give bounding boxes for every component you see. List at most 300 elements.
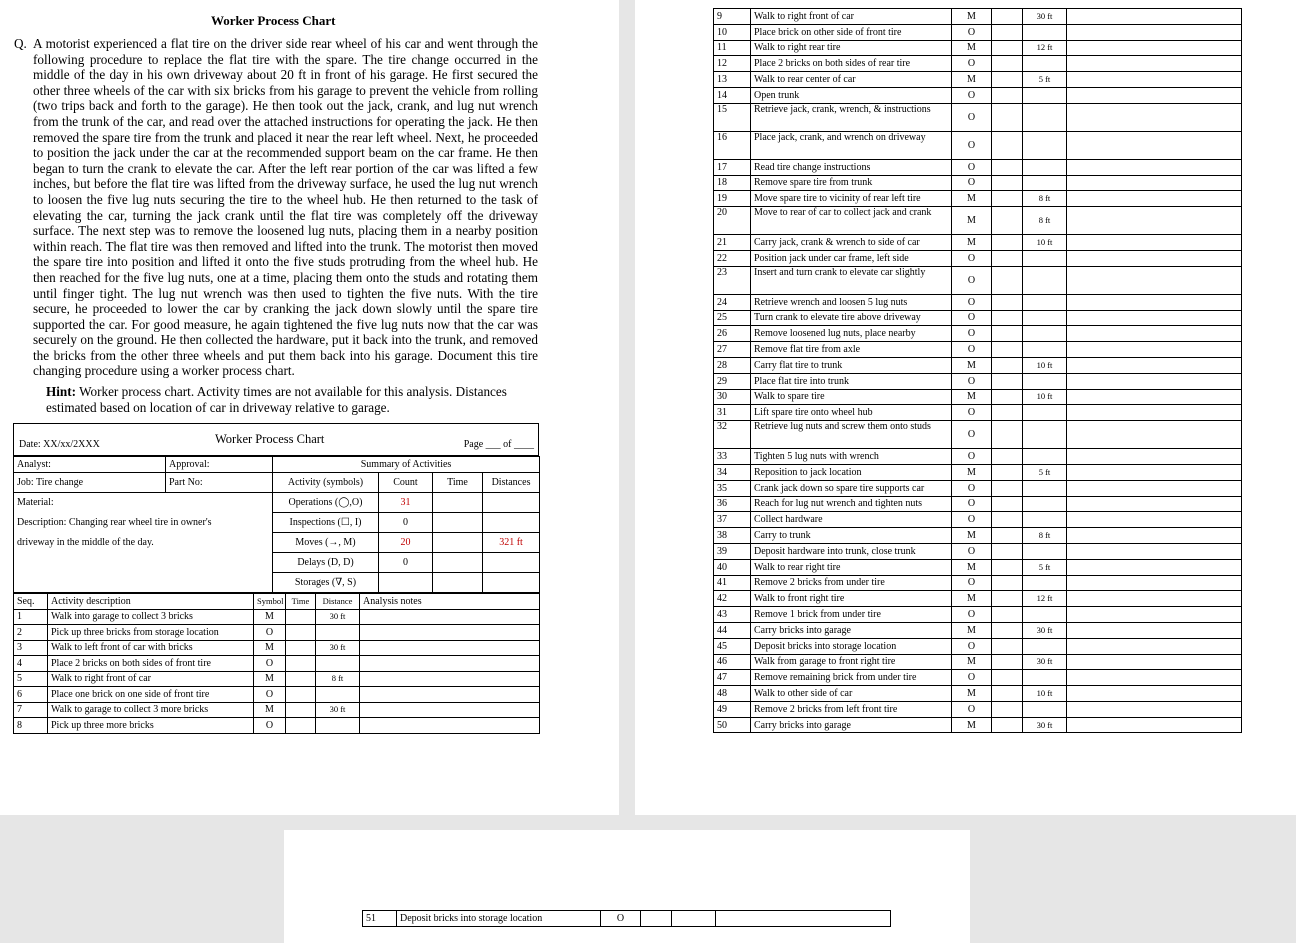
- activity-row: [714, 294, 1242, 310]
- activity-time: [992, 512, 1023, 528]
- activity-description: Place 2 bricks on both sides of rear tire: [751, 56, 952, 72]
- activity-notes: [1067, 310, 1242, 326]
- activity-symbol: O: [254, 656, 286, 672]
- summary-header-distances: Distances: [483, 473, 540, 493]
- activity-seq: 51: [363, 911, 397, 927]
- activity-description: Crank jack down so spare tire supports car: [751, 480, 952, 496]
- activity-description: Retrieve wrench and loosen 5 lug nuts: [751, 294, 952, 310]
- activity-seq: 14: [714, 87, 751, 103]
- activity-description: Walk to spare tire: [751, 389, 952, 405]
- activity-symbol: M: [952, 207, 992, 235]
- activity-notes: [360, 625, 540, 641]
- summary-distance: [483, 573, 540, 593]
- activity-distance: 8 ft: [1023, 191, 1067, 207]
- activity-distance: 5 ft: [1023, 464, 1067, 480]
- activity-notes: [716, 911, 891, 927]
- activity-symbol: M: [952, 591, 992, 607]
- activity-distance: 5 ft: [1023, 72, 1067, 88]
- activity-symbol: M: [952, 191, 992, 207]
- activity-time: [992, 326, 1023, 342]
- activity-seq: 12: [714, 56, 751, 72]
- activity-description: Carry bricks into garage: [751, 717, 952, 733]
- activity-symbol: M: [952, 686, 992, 702]
- activity-description: Carry bricks into garage: [751, 622, 952, 638]
- activity-distance: [1023, 159, 1067, 175]
- activity-time: [992, 191, 1023, 207]
- activity-time: [286, 687, 316, 703]
- activity-time: [992, 389, 1023, 405]
- activity-seq: 11: [714, 40, 751, 56]
- activity-distance: [1023, 405, 1067, 421]
- activity-distance: [1023, 131, 1067, 159]
- activity-seq: 38: [714, 528, 751, 544]
- activity-row: [714, 496, 1242, 512]
- activity-distance: 10 ft: [1023, 686, 1067, 702]
- activity-symbol: O: [952, 342, 992, 358]
- activity-notes: [1067, 701, 1242, 717]
- activity-time: [992, 266, 1023, 294]
- activity-seq: 47: [714, 670, 751, 686]
- summary-count: 0: [379, 553, 433, 573]
- summary-distance: [483, 553, 540, 573]
- activity-row: [714, 40, 1242, 56]
- activity-notes: [1067, 405, 1242, 421]
- activity-table-page-3: [362, 910, 891, 927]
- activity-symbol: M: [952, 528, 992, 544]
- activity-seq: 45: [714, 638, 751, 654]
- activity-symbol: M: [254, 671, 286, 687]
- activity-seq: 9: [714, 9, 751, 25]
- activity-seq: 46: [714, 654, 751, 670]
- activity-description: Remove spare tire from trunk: [751, 175, 952, 191]
- summary-label: Moves (→, M): [273, 533, 379, 553]
- activity-symbol: O: [952, 480, 992, 496]
- activity-row: [714, 175, 1242, 191]
- activity-row: [363, 911, 891, 927]
- activity-time: [992, 607, 1023, 623]
- chart-date: Date: XX/xx/2XXX: [19, 439, 100, 450]
- summary-time: [433, 533, 483, 553]
- activity-symbol: O: [952, 87, 992, 103]
- activity-time: [641, 911, 672, 927]
- activity-distance: 30 ft: [316, 640, 360, 656]
- activity-notes: [1067, 131, 1242, 159]
- activity-row: [714, 622, 1242, 638]
- activity-row: [714, 575, 1242, 591]
- activity-description: Remove flat tire from axle: [751, 342, 952, 358]
- activity-distance: 8 ft: [1023, 528, 1067, 544]
- activity-symbol: O: [254, 718, 286, 734]
- activity-description: Place one brick on one side of front tire: [48, 687, 254, 703]
- activity-symbol: M: [952, 717, 992, 733]
- page-title: Worker Process Chart: [211, 13, 336, 28]
- activity-time: [992, 701, 1023, 717]
- activity-description: Walk to rear right tire: [751, 559, 952, 575]
- activity-distance: [1023, 638, 1067, 654]
- activity-seq: 24: [714, 294, 751, 310]
- activity-row: [714, 87, 1242, 103]
- activity-row: [14, 718, 540, 734]
- activity-seq: 16: [714, 131, 751, 159]
- activity-notes: [1067, 103, 1242, 131]
- activity-time: [286, 718, 316, 734]
- activity-seq: 32: [714, 421, 751, 449]
- activity-symbol: M: [254, 609, 286, 625]
- activity-seq: 42: [714, 591, 751, 607]
- activity-distance: 30 ft: [1023, 717, 1067, 733]
- activity-seq: 30: [714, 389, 751, 405]
- activity-time: [992, 56, 1023, 72]
- document-page-3: [284, 830, 970, 943]
- activity-time: [992, 40, 1023, 56]
- activity-time: [992, 159, 1023, 175]
- activity-distance: [1023, 701, 1067, 717]
- activity-seq: 39: [714, 543, 751, 559]
- activity-row: [714, 235, 1242, 251]
- activity-distance: 30 ft: [316, 609, 360, 625]
- activity-notes: [1067, 559, 1242, 575]
- activity-row: [714, 607, 1242, 623]
- activity-seq: 19: [714, 191, 751, 207]
- activity-notes: [1067, 9, 1242, 25]
- activity-description: Remove 2 bricks from left front tire: [751, 701, 952, 717]
- activity-notes: [1067, 654, 1242, 670]
- activity-row: [714, 191, 1242, 207]
- activity-notes: [1067, 72, 1242, 88]
- activity-distance: 12 ft: [1023, 40, 1067, 56]
- activity-row: [714, 56, 1242, 72]
- activity-description: Carry jack, crank & wrench to side of car: [751, 235, 952, 251]
- activity-time: [992, 528, 1023, 544]
- activity-row: [714, 638, 1242, 654]
- chart-info-table: [13, 456, 540, 593]
- activity-row: [714, 310, 1242, 326]
- activity-distance: [1023, 512, 1067, 528]
- activity-symbol: O: [254, 687, 286, 703]
- summary-header-count: Count: [379, 473, 433, 493]
- activity-symbol: O: [952, 326, 992, 342]
- activity-notes: [1067, 591, 1242, 607]
- activity-row: [714, 24, 1242, 40]
- activity-seq: 37: [714, 512, 751, 528]
- activity-row: [14, 656, 540, 672]
- activity-distance: [1023, 373, 1067, 389]
- activity-symbol: O: [952, 496, 992, 512]
- activity-row: [714, 131, 1242, 159]
- activity-distance: [1023, 175, 1067, 191]
- activity-symbol: O: [952, 266, 992, 294]
- activity-seq: 44: [714, 622, 751, 638]
- activity-seq: 26: [714, 326, 751, 342]
- header-description: Activity description: [48, 594, 254, 610]
- activity-description: Retrieve jack, crank, wrench, & instructions: [751, 103, 952, 131]
- activity-distance: 30 ft: [316, 702, 360, 718]
- material-field: Material:: [14, 493, 273, 513]
- activity-description: Walk to right front of car: [751, 9, 952, 25]
- activity-notes: [1067, 175, 1242, 191]
- activity-seq: 3: [14, 640, 48, 656]
- activity-row: [714, 9, 1242, 25]
- summary-distance: 321 ft: [483, 533, 540, 553]
- activity-distance: [1023, 607, 1067, 623]
- activity-distance: 10 ft: [1023, 389, 1067, 405]
- activity-symbol: M: [254, 640, 286, 656]
- activity-symbol: M: [952, 72, 992, 88]
- activity-time: [992, 496, 1023, 512]
- activity-notes: [1067, 449, 1242, 465]
- header-notes: Analysis notes: [360, 594, 540, 610]
- activity-notes: [1067, 670, 1242, 686]
- activity-distance: [1023, 326, 1067, 342]
- activity-distance: [316, 687, 360, 703]
- activity-symbol: M: [952, 389, 992, 405]
- activity-distance: [1023, 480, 1067, 496]
- activity-notes: [1067, 528, 1242, 544]
- activity-time: [992, 294, 1023, 310]
- activity-seq: 28: [714, 357, 751, 373]
- activity-time: [992, 622, 1023, 638]
- activity-time: [286, 656, 316, 672]
- activity-description: Reposition to jack location: [751, 464, 952, 480]
- activity-notes: [360, 718, 540, 734]
- activity-description: Walk to other side of car: [751, 686, 952, 702]
- activity-row: [714, 717, 1242, 733]
- activity-time: [992, 421, 1023, 449]
- part-field: Part No:: [166, 473, 273, 493]
- activity-symbol: O: [952, 607, 992, 623]
- activity-distance: [1023, 342, 1067, 358]
- activity-symbol: O: [952, 131, 992, 159]
- activity-description: Move to rear of car to collect jack and crank: [751, 207, 952, 235]
- activity-row: [714, 405, 1242, 421]
- activity-seq: 4: [14, 656, 48, 672]
- activity-description: Walk to right front of car: [48, 671, 254, 687]
- activity-distance: [1023, 24, 1067, 40]
- activity-symbol: O: [952, 373, 992, 389]
- activity-time: [992, 235, 1023, 251]
- activity-time: [992, 24, 1023, 40]
- activity-time: [992, 87, 1023, 103]
- activity-time: [992, 686, 1023, 702]
- activity-description: Walk into garage to collect 3 bricks: [48, 609, 254, 625]
- activity-distance: [1023, 250, 1067, 266]
- activity-notes: [1067, 622, 1242, 638]
- activity-description: Place jack, crank, and wrench on driveway: [751, 131, 952, 159]
- summary-time: [433, 553, 483, 573]
- activity-seq: 25: [714, 310, 751, 326]
- activity-time: [286, 671, 316, 687]
- activity-distance: [1023, 56, 1067, 72]
- activity-notes: [1067, 389, 1242, 405]
- activity-symbol: O: [952, 512, 992, 528]
- activity-description: Turn crank to elevate tire above driveway: [751, 310, 952, 326]
- activity-seq: 17: [714, 159, 751, 175]
- activity-description: Remove loosened lug nuts, place nearby: [751, 326, 952, 342]
- header-distance: Distance: [316, 594, 360, 610]
- activity-notes: [360, 640, 540, 656]
- activity-row: [714, 654, 1242, 670]
- summary-label: Operations (◯,O): [273, 493, 379, 513]
- activity-row: [14, 702, 540, 718]
- activity-symbol: O: [952, 670, 992, 686]
- activity-distance: 8 ft: [1023, 207, 1067, 235]
- activity-row: [714, 480, 1242, 496]
- activity-notes: [1067, 717, 1242, 733]
- activity-seq: 35: [714, 480, 751, 496]
- activity-description: Open trunk: [751, 87, 952, 103]
- activity-time: [992, 103, 1023, 131]
- activity-description: Pick up three bricks from storage location: [48, 625, 254, 641]
- activity-notes: [1067, 512, 1242, 528]
- activity-distance: 30 ft: [1023, 622, 1067, 638]
- activity-time: [992, 342, 1023, 358]
- activity-description: Read tire change instructions: [751, 159, 952, 175]
- question-body: A motorist experienced a flat tire on the driver side rear wheel of his car and went through the following procedure to replace the flat tire with the spare. The tire change occurred in the middle of the day in his own driveway about 20 ft in front of his garage. He first secured the other three wheels of the car with six bricks from his garage to prevent the vehicle from rolling (two trips back and forth to the garage). He then took out the jack, crank, and lug nut wrench from the trunk of the car, and read over the attached instructions for operating the jack. He then removed the spare tire from the trunk and placed it near the rear left wheel. Next, he proceeded to position the jack under the car at the recommended support beam on the car frame. He then began to turn the crank to elevate the car. After the left rear portion of the car was lifted a few inches, but before the flat tire was lifted from the driveway surface, he used the lug nut wrench to loosen the five lug nuts securing the tire to the wheel hub. He then returned to the task of elevating the car, turning the jack crank until the flat tire was completely off the driveway surface. The next step was to remove the loosened lug nuts, placing them in a nearby position within reach. The flat tire was then removed and lifted into the trunk. The motorist then moved the spare tire into position and lifted it onto the five studs protruding from the wheel hub. He then reached for the five lug nuts, one at a time, placing them onto the studs and rotating them until finger tight. The lug nut wrench was then used to tighten the five nuts. With the tire secure, he proceeded to lower the car by cranking the jack down slowly until the spare tire supported the car. For good measure, he again tightened the five lug nuts now that the car was securely on the ground. He then collected the hardware, put it back into the trunk, and removed the bricks from the other three wheels and put them back into his garage. Document this tire changing procedure using a worker process chart.: [33, 36, 538, 379]
- activity-time: [992, 357, 1023, 373]
- activity-row: [714, 266, 1242, 294]
- summary-count: [379, 573, 433, 593]
- activity-symbol: O: [952, 449, 992, 465]
- activity-row: [714, 159, 1242, 175]
- activity-seq: 41: [714, 575, 751, 591]
- activity-description: Retrieve lug nuts and screw them onto studs: [751, 421, 952, 449]
- activity-description: Remove 1 brick from under tire: [751, 607, 952, 623]
- activity-distance: [1023, 87, 1067, 103]
- summary-title: Summary of Activities: [273, 457, 540, 473]
- activity-row: [714, 103, 1242, 131]
- activity-seq: 29: [714, 373, 751, 389]
- activity-row: [714, 670, 1242, 686]
- activity-symbol: M: [952, 9, 992, 25]
- activity-symbol: M: [952, 559, 992, 575]
- activity-row: [714, 449, 1242, 465]
- activity-symbol: O: [952, 543, 992, 559]
- activity-row: [14, 640, 540, 656]
- activity-notes: [360, 702, 540, 718]
- activity-notes: [1067, 250, 1242, 266]
- activity-description: Place brick on other side of front tire: [751, 24, 952, 40]
- activity-symbol: M: [952, 622, 992, 638]
- summary-time: [433, 493, 483, 513]
- activity-description: Walk to garage to collect 3 more bricks: [48, 702, 254, 718]
- activity-distance: [1023, 266, 1067, 294]
- activity-time: [992, 310, 1023, 326]
- activity-notes: [1067, 87, 1242, 103]
- activity-row: [714, 528, 1242, 544]
- header-time: Time: [286, 594, 316, 610]
- activity-symbol: O: [254, 625, 286, 641]
- activity-notes: [360, 687, 540, 703]
- question-text: [14, 36, 538, 379]
- activity-row: [714, 72, 1242, 88]
- activity-row: [714, 701, 1242, 717]
- summary-count: 0: [379, 513, 433, 533]
- activity-seq: 5: [14, 671, 48, 687]
- activity-description: Tighten 5 lug nuts with wrench: [751, 449, 952, 465]
- activity-notes: [1067, 638, 1242, 654]
- activity-seq: 1: [14, 609, 48, 625]
- activity-row: [714, 559, 1242, 575]
- activity-row: [14, 625, 540, 641]
- activity-row: [714, 326, 1242, 342]
- activity-description: Place flat tire into trunk: [751, 373, 952, 389]
- activity-notes: [1067, 207, 1242, 235]
- activity-notes: [1067, 159, 1242, 175]
- activity-header-row: [14, 594, 540, 610]
- activity-symbol: O: [952, 56, 992, 72]
- activity-time: [992, 464, 1023, 480]
- activity-notes: [1067, 294, 1242, 310]
- activity-seq: 40: [714, 559, 751, 575]
- activity-time: [286, 640, 316, 656]
- activity-row: [714, 207, 1242, 235]
- activity-seq: 33: [714, 449, 751, 465]
- activity-description: Reach for lug nut wrench and tighten nuts: [751, 496, 952, 512]
- activity-notes: [1067, 607, 1242, 623]
- activity-time: [992, 543, 1023, 559]
- hint-text: [46, 384, 536, 415]
- activity-seq: 6: [14, 687, 48, 703]
- header-seq: Seq.: [14, 594, 48, 610]
- activity-symbol: M: [952, 654, 992, 670]
- activity-notes: [1067, 373, 1242, 389]
- activity-symbol: O: [952, 575, 992, 591]
- activity-symbol: O: [601, 911, 641, 927]
- activity-description: Deposit bricks into storage location: [751, 638, 952, 654]
- activity-distance: [1023, 294, 1067, 310]
- activity-seq: 21: [714, 235, 751, 251]
- activity-seq: 10: [714, 24, 751, 40]
- summary-label: Delays (D, D): [273, 553, 379, 573]
- activity-notes: [1067, 543, 1242, 559]
- activity-symbol: O: [952, 103, 992, 131]
- activity-description: Deposit hardware into trunk, close trunk: [751, 543, 952, 559]
- header-symbol: Symbol: [254, 594, 286, 610]
- chart-header: [13, 423, 539, 456]
- activity-symbol: O: [952, 310, 992, 326]
- activity-time: [992, 559, 1023, 575]
- activity-symbol: M: [952, 40, 992, 56]
- activity-seq: 31: [714, 405, 751, 421]
- question-label: Q.: [14, 36, 27, 51]
- activity-seq: 7: [14, 702, 48, 718]
- activity-time: [286, 625, 316, 641]
- activity-row: [714, 389, 1242, 405]
- activity-row: [714, 342, 1242, 358]
- activity-row: [714, 512, 1242, 528]
- activity-notes: [1067, 464, 1242, 480]
- activity-time: [286, 702, 316, 718]
- activity-distance: [672, 911, 716, 927]
- activity-time: [992, 405, 1023, 421]
- activity-seq: 18: [714, 175, 751, 191]
- activity-description: Deposit bricks into storage location: [397, 911, 601, 927]
- activity-distance: [316, 625, 360, 641]
- activity-time: [992, 207, 1023, 235]
- chart-title: Worker Process Chart: [215, 432, 325, 446]
- activity-notes: [1067, 686, 1242, 702]
- activity-notes: [360, 609, 540, 625]
- activity-notes: [1067, 421, 1242, 449]
- activity-description: Walk to rear center of car: [751, 72, 952, 88]
- activity-symbol: O: [952, 294, 992, 310]
- activity-distance: [1023, 496, 1067, 512]
- activity-description: Carry to trunk: [751, 528, 952, 544]
- activity-time: [992, 480, 1023, 496]
- activity-distance: [1023, 103, 1067, 131]
- summary-label: Storages (∇, S): [273, 573, 379, 593]
- analyst-field: Analyst:: [14, 457, 166, 473]
